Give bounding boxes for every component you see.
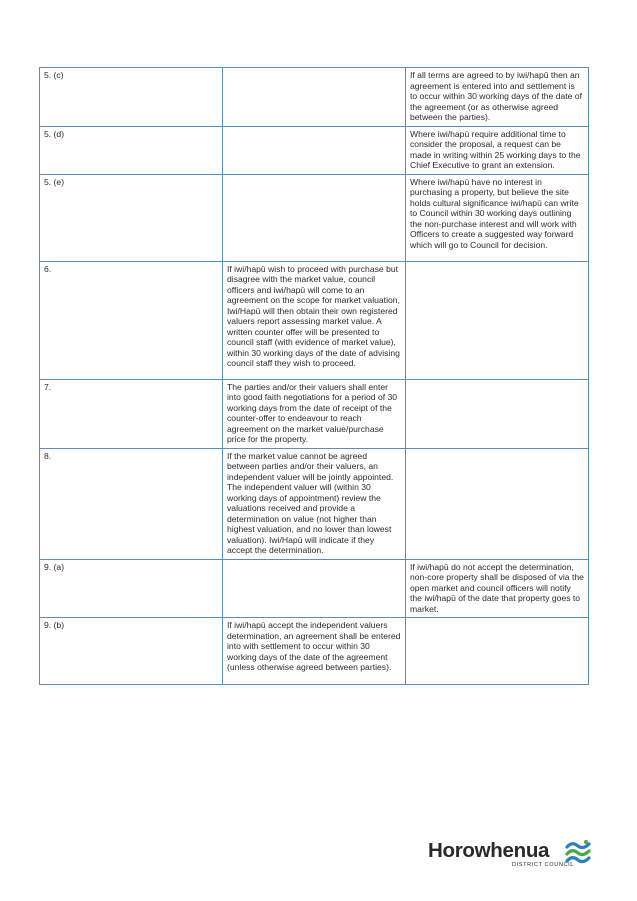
step-col3 <box>406 261 589 379</box>
step-col2: If iwi/hapū accept the independent valuers determination, an agreement shall be entered into with settlement to occur within 30 working days of the date of the agreement (unless otherwise agreed between parties). <box>223 618 406 685</box>
table-row <box>40 261 589 379</box>
table-row <box>40 448 589 559</box>
step-col2 <box>223 68 406 127</box>
council-logo <box>428 836 593 872</box>
step-ref: 9. (a) <box>40 559 223 618</box>
step-ref: 5. (c) <box>40 68 223 127</box>
table-row <box>40 379 589 448</box>
process-table <box>39 67 589 685</box>
step-col3 <box>406 379 589 448</box>
table-row <box>40 174 589 261</box>
step-ref: 5. (d) <box>40 126 223 174</box>
step-col3: Where iwi/hapū have no interest in purchasing a property, but believe the site holds cultural significance iwi/hapū can write to Council within 30 working days outlining the non-purchase interest and will work with Officers to create a suggested way forward which will go to Council for decision. <box>406 174 589 261</box>
step-ref: 8. <box>40 448 223 559</box>
logo-wordmark: Horowhenua <box>428 839 550 862</box>
table-row <box>40 126 589 174</box>
table-row <box>40 559 589 618</box>
step-col2: If the market value cannot be agreed between parties and/or their valuers, an independent valuer will be jointly appointed. The independent valuer will (within 30 working days of appointment) review the valuations received and provide a determination on value (not higher than highest valuation, and no lower than lowest valuation). Iwi/Hapū will indicate if they accept the determination. <box>223 448 406 559</box>
wave-icon <box>564 838 592 866</box>
table-row <box>40 618 589 685</box>
step-col2 <box>223 174 406 261</box>
step-col3 <box>406 448 589 559</box>
step-col2 <box>223 126 406 174</box>
step-ref: 5. (e) <box>40 174 223 261</box>
step-col3: If all terms are agreed to by iwi/hapū then an agreement is entered into and settlement is to occur within 30 working days of the date of the agreement (or as otherwise agreed between the parties). <box>406 68 589 127</box>
step-col3: Where iwi/hapū require additional time to consider the proposal, a request can be made in writing within 25 working days to the Chief Executive to grant an extension. <box>406 126 589 174</box>
step-col2: If iwi/hapū wish to proceed with purchase but disagree with the market value, council officers and iwi/hapū will come to an agreement on the scope for market valuation, Iwi/Hapū will then obtain their own registered valuers report assessing market value. A written counter offer will be presented to council staff (with evidence of market value), within 30 working days of the date of advising council staff they wish to proceed. <box>223 261 406 379</box>
step-col3: If iwi/hapū do not accept the determination, non-core property shall be disposed of via the open market and council officers will notify the iwi/hapū of the date that property goes to market. <box>406 559 589 618</box>
step-ref: 7. <box>40 379 223 448</box>
step-col2 <box>223 559 406 618</box>
table-row <box>40 68 589 127</box>
step-ref: 9. (b) <box>40 618 223 685</box>
step-ref: 6. <box>40 261 223 379</box>
step-col3 <box>406 618 589 685</box>
logo-subtitle: DISTRICT COUNCIL <box>512 862 575 868</box>
step-col2: The parties and/or their valuers shall enter into good faith negotiations for a period of 30 working days from the date of receipt of the counter-offer to endeavour to reach agreement on the market value/purchase price for the property. <box>223 379 406 448</box>
